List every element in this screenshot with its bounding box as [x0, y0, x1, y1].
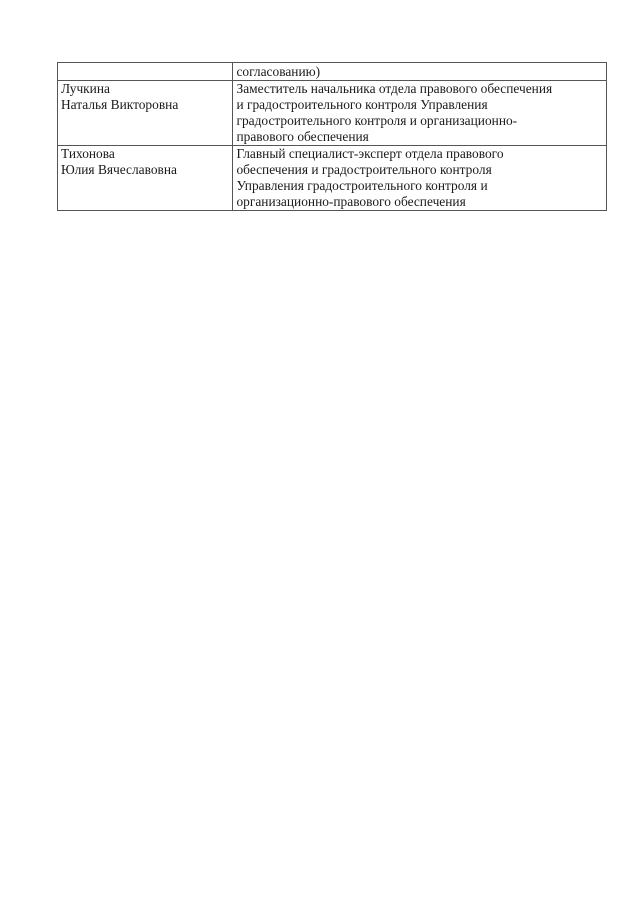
position-line: организационно-правового обеспечения	[236, 194, 466, 209]
member-position-cell	[233, 81, 607, 146]
member-position-cell	[233, 146, 607, 211]
position-line: согласованию)	[236, 64, 321, 79]
position-line: Заместитель начальника отдела правового обеспечения	[236, 81, 553, 96]
table-row	[58, 146, 607, 211]
position-line: и градостроительного контроля Управления	[236, 97, 488, 112]
position-line: Управления градостроительного контроля и	[236, 178, 488, 193]
member-given-names: Юлия Вячеславовна	[61, 162, 177, 177]
member-surname: Лучкина	[61, 81, 110, 96]
member-surname: Тихонова	[61, 146, 115, 161]
member-position-cell	[233, 63, 607, 81]
position-line: правового обеспечения	[236, 129, 369, 144]
member-name-cell	[58, 81, 233, 146]
position-line: Главный специалист-эксперт отдела правового	[236, 146, 504, 161]
member-given-names: Наталья Викторовна	[61, 97, 179, 112]
members-table	[57, 62, 607, 211]
table-row	[58, 63, 607, 81]
member-name-cell	[58, 63, 233, 81]
table-row	[58, 81, 607, 146]
position-line: градостроительного контроля и организационно-	[236, 113, 518, 128]
member-name-cell	[58, 146, 233, 211]
position-line: обеспечения и градостроительного контроля	[236, 162, 492, 177]
